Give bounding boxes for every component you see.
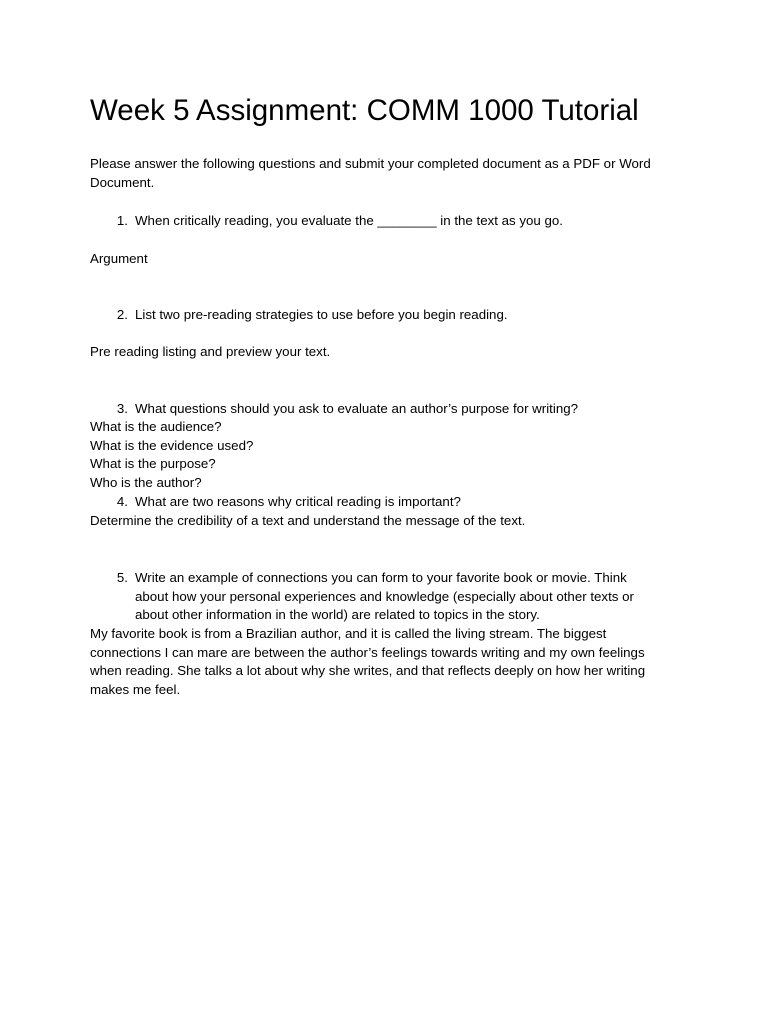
- answer-5: My favorite book is from a Brazilian author, and it is called the living stream. The biggest connections I can mare are between the author’s feelings towards writing and my own feelings when reading. She talks a lot about why she writes, and that reflects deeply on how her writing makes me feel.: [90, 626, 646, 698]
- question-4: [112, 493, 672, 512]
- question-text: When critically reading, you evaluate the ________ in the text as you go.: [135, 213, 563, 228]
- question-2: [112, 306, 672, 325]
- question-3: [112, 400, 672, 419]
- question-number: 2.: [116, 307, 128, 322]
- answer-line: What is the evidence used?: [90, 437, 254, 453]
- answer-1: Argument: [90, 251, 148, 266]
- question-number: 4.: [116, 494, 128, 509]
- question-1: [112, 212, 672, 231]
- answer-line: Who is the author?: [90, 475, 202, 491]
- answer-4: Determine the credibility of a text and understand the message of the text.: [90, 513, 526, 528]
- question-text: Write an example of connections you can form to your favorite book or movie. Think about how your personal experiences and knowledge (especially about other texts or about other information in the world) are related to topics in the story.: [135, 570, 634, 623]
- answer-line: What is the purpose?: [90, 456, 216, 472]
- question-5: [112, 569, 657, 625]
- answer-3: [90, 418, 690, 493]
- question-number: 1.: [116, 213, 128, 228]
- question-number: 5.: [116, 570, 128, 585]
- question-text: What questions should you ask to evaluate an author’s purpose for writing?: [135, 401, 579, 416]
- document-title: Week 5 Assignment: COMM 1000 Tutorial: [90, 94, 639, 127]
- question-text: What are two reasons why critical reading is important?: [135, 494, 461, 509]
- intro-paragraph: Please answer the following questions and submit your completed document as a PDF or Word Document.: [90, 156, 651, 190]
- answer-line: What is the audience?: [90, 419, 222, 434]
- answer-2: Pre reading listing and preview your text.: [90, 344, 331, 359]
- question-number: 3.: [116, 401, 128, 416]
- question-text: List two pre-reading strategies to use before you begin reading.: [135, 307, 508, 322]
